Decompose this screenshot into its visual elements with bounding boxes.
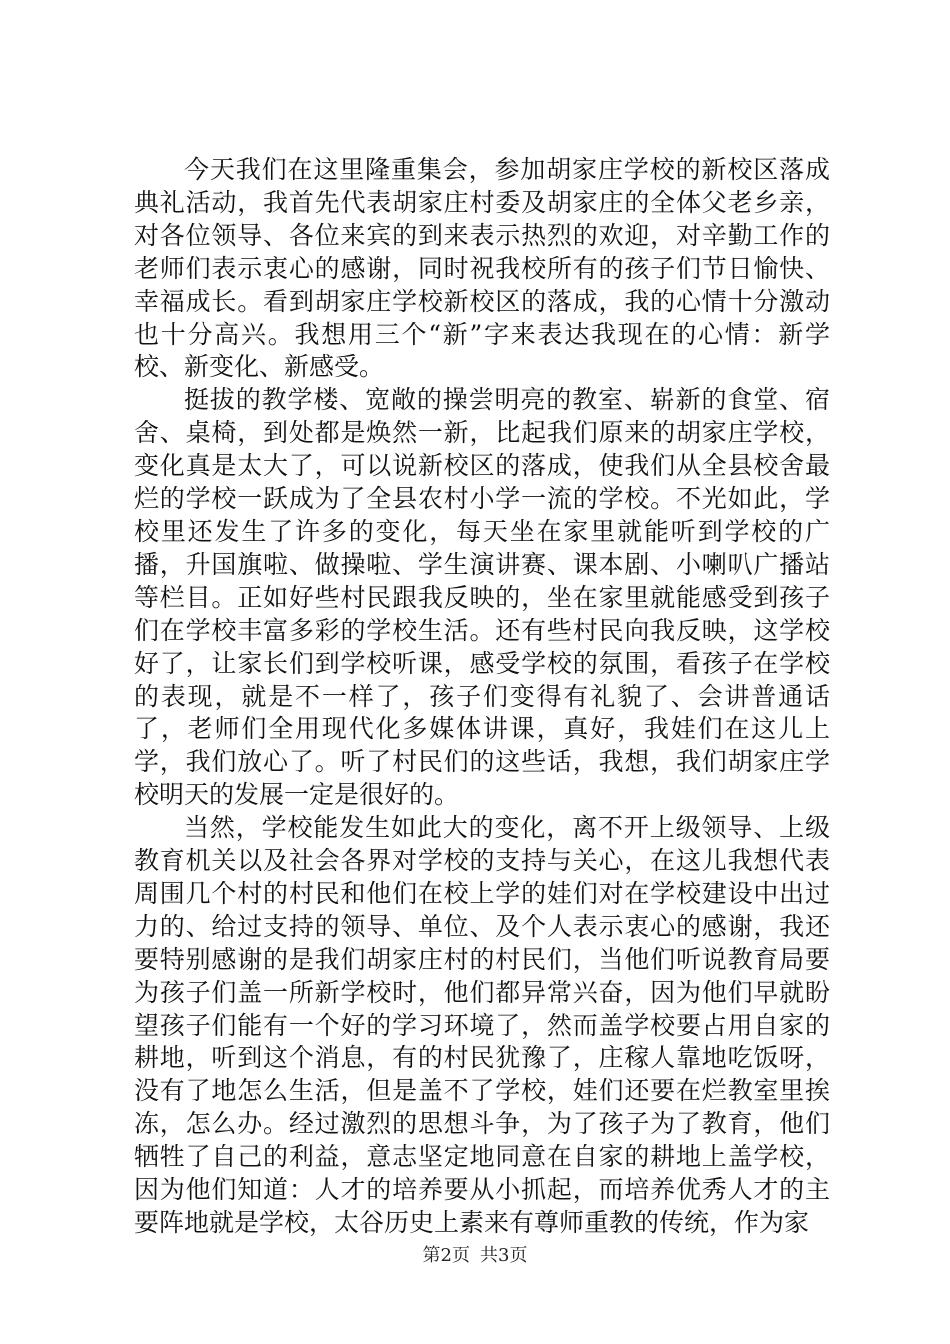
page-number: 第2页 <box>422 1245 470 1266</box>
document-body <box>134 154 830 1240</box>
paragraph-3: 当然，学校能发生如此大的变化，离不开上级领导、上级教育机关以及社会各界对学校的支持与关心，在这儿我想代表周围几个村的村民和他们在校上学的娃们对在学校建设中出过力的、给过支持的领导、单位、及个人表示衷心的感谢，我还要特别感谢的是我们胡家庄村的村民们，当他们听说教育局要为孩子们盖一所新学校时，他们都异常兴奋，因为他们早就盼望孩子们能有一个好的学习环境了，然而盖学校要占用自家的耕地，听到这个消息，有的村民犹豫了，庄稼人靠地吃饭呀，没有了地怎么生活，但是盖不了学校，娃们还要在烂教室里挨冻，怎么办。经过激烈的思想斗争，为了孩子为了教育，他们牺牲了自己的利益，意志坚定地同意在自家的耕地上盖学校，因为他们知道：人才的培养要从小抓起，而培养优秀人才的主要阵地就是学校，太谷历史上素来有尊师重教的传统，作为家 <box>134 813 830 1237</box>
page-total: 共3页 <box>480 1245 528 1266</box>
paragraph-2: 挺拔的教学楼、宽敞的操尝明亮的教室、崭新的食堂、宿舍、桌椅，到处都是焕然一新，比起我们原来的胡家庄学校，变化真是太大了，可以说新校区的落成，使我们从全县校舍最烂的学校一跃成为了全县农村小学一流的学校。不光如此，学校里还发生了许多的变化，每天坐在家里就能听到学校的广播，升国旗啦、做操啦、学生演讲赛、课本剧、小喇叭广播站等栏目。正如好些村民跟我反映的，坐在家里就能感受到孩子们在学校丰富多彩的学校生活。还有些村民向我反映，这学校好了，让家长们到学校听课，感受学校的氛围，看孩子在学校的表现，就是不一样了，孩子们变得有礼貌了、会讲普通话了，老师们全用现代化多媒体讲课，真好，我娃们在这儿上学，我们放心了。听了村民们的这些话，我想，我们胡家庄学校明天的发展一定是很好的。 <box>134 385 830 810</box>
paragraph-1: 今天我们在这里隆重集会，参加胡家庄学校的新校区落成典礼活动，我首先代表胡家庄村委及胡家庄的全体父老乡亲，对各位领导、各位来宾的到来表示热烈的欢迎，对辛勤工作的老师们表示衷心的感谢，同时祝我校所有的孩子们节日愉快、幸福成长。看到胡家庄学校新校区的落成，我的心情十分激动也十分高兴。我想用三个“新”字来表达我现在的心情：新学校、新变化、新感受。 <box>134 155 830 382</box>
page-footer <box>0 1246 950 1266</box>
